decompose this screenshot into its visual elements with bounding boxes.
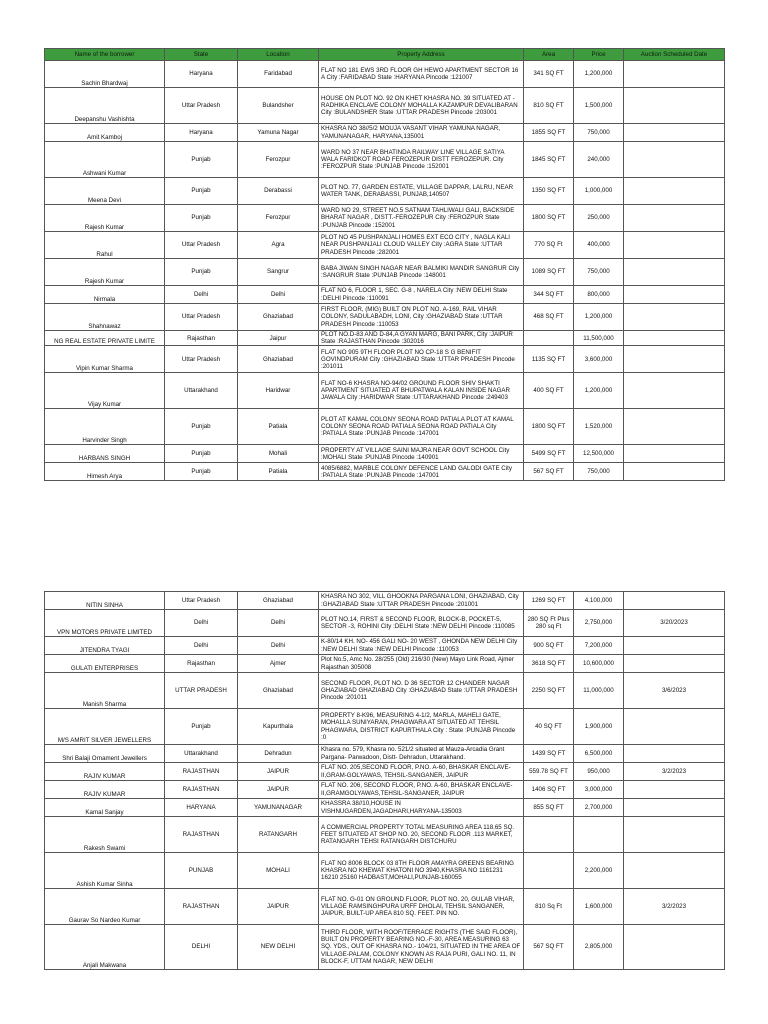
borrower-name-cell: NG REAL ESTATE PRIVATE LIMITE — [45, 331, 165, 346]
area-cell: 40 SQ FT — [524, 709, 574, 745]
state-cell: Punjab — [165, 259, 238, 286]
property-address-cell: PLOT NO.D-83 AND D-84,A GYAN MARG, BANI PARK, City :JAIPUR State :RAJASTHAN Pincode :302016 — [319, 331, 524, 346]
borrower-name-cell: Ashish Kumar Sinha — [45, 853, 165, 889]
state-cell: Uttar Pradesh — [165, 592, 238, 610]
table-row — [45, 592, 725, 610]
borrower-name-cell: Gaurav So Nardeo Kumar — [45, 889, 165, 925]
location-cell: Kapurthala — [238, 709, 319, 745]
area-cell: 344 SQ FT — [524, 286, 574, 304]
state-cell: UTTAR PRADESH — [165, 673, 238, 709]
state-cell: Punjab — [165, 463, 238, 481]
auction-table-secondary — [44, 591, 725, 970]
property-address-cell: WARD NO 37 NEAR BHATINDA RAILWAY LINE VILLAGE SATIYA WALA FARIDKOT ROAD FEROZEPUR DISTT FEROZEPUR. City :FEROZPUR State :PUNJAB Pincode :152001 — [319, 142, 524, 178]
price-cell: 950,000 — [574, 763, 624, 781]
auction-date-cell: 3/6/2023 — [624, 673, 725, 709]
auction-date-cell — [624, 709, 725, 745]
borrower-name-cell: Rahul — [45, 232, 165, 259]
area-cell: 468 SQ FT — [524, 304, 574, 331]
state-cell: Delhi — [165, 286, 238, 304]
table-row — [45, 373, 725, 409]
auction-date-cell — [624, 346, 725, 373]
property-address-cell: HOUSE ON PLOT NO. 92 ON KHET KHASRA NO. 39 SITUATED AT - RADHIKA ENCLAVE COLONY MOHALLA KAZAMPUR DEVALIBARAN City :BULANDSHER State :UTTAR PRADESH Pincode :203001 — [319, 88, 524, 124]
state-cell: Delhi — [165, 637, 238, 655]
table-row — [45, 304, 725, 331]
auction-date-cell — [624, 817, 725, 853]
area-cell: 280 SQ Ft Plus 280 sq Ft — [524, 610, 574, 637]
borrower-name-cell: JITENDRA TYAGI — [45, 637, 165, 655]
auction-date-cell — [624, 142, 725, 178]
borrower-name-cell: RAJIV KUMAR — [45, 763, 165, 781]
property-address-cell: FLAT NO 905 9TH FLOOR PLOT NO CP-18 S G BENIFIT GOVINDPURAM City :GHAZIABAD State :UTTAR PRADESH Pincode :201011 — [319, 346, 524, 373]
location-cell: Ferozpur — [238, 205, 319, 232]
borrower-name-cell: Rajesh Kumar — [45, 205, 165, 232]
state-cell: Uttar Pradesh — [165, 88, 238, 124]
area-cell: 1350 SQ FT — [524, 178, 574, 205]
auction-date-cell — [624, 88, 725, 124]
auction-date-cell: 3/20/2023 — [624, 610, 725, 637]
borrower-name-cell: Amit Kamboj — [45, 124, 165, 142]
area-cell: 5499 SQ FT — [524, 445, 574, 463]
auction-date-cell — [624, 745, 725, 763]
table-row — [45, 232, 725, 259]
area-cell: 770 SQ Ft — [524, 232, 574, 259]
table-row — [45, 88, 725, 124]
property-address-cell: BABA JIWAN SINGH NAGAR NEAR BALMIKI MANDIR SANGRUR City :SANGRUR State :PUNJAB Pincode :148001 — [319, 259, 524, 286]
auction-date-cell — [624, 124, 725, 142]
property-address-cell: KHASRA NO 38//5/2 MOUJA VASANT VIHAR YAMUNA NAGAR, YAMUNANAGAR, HARYANA,135001 — [319, 124, 524, 142]
price-cell: 7,200,000 — [574, 637, 624, 655]
table-row — [45, 817, 725, 853]
area-cell: 1089 SQ FT — [524, 259, 574, 286]
area-cell: 1800 SQ FT — [524, 205, 574, 232]
area-cell: 567 SQ FT — [524, 925, 574, 970]
table-row — [45, 409, 725, 445]
table-row — [45, 142, 725, 178]
area-cell: 1439 SQ FT — [524, 745, 574, 763]
price-cell: 11,000,000 — [574, 673, 624, 709]
auction-date-cell — [624, 445, 725, 463]
location-cell: YAMUNANAGAR — [238, 799, 319, 817]
auction-date-cell: 3/2/2023 — [624, 889, 725, 925]
header-auction-date: Auction Scheduled Date — [624, 49, 725, 61]
price-cell: 2,200,000 — [574, 853, 624, 889]
property-address-cell: FIRST FLOOR, (MIG) BUILT ON PLOT NO. A-169, RAIL VIHAR COLONY, SADULABADH, LONI, City :GHAZIABAD State :UTTAR PRADESH Pincode :110053 — [319, 304, 524, 331]
table-row — [45, 709, 725, 745]
area-cell: 3618 SQ FT — [524, 655, 574, 673]
borrower-name-cell: Harvinder Singh — [45, 409, 165, 445]
borrower-name-cell: HARBANS SINGH — [45, 445, 165, 463]
property-address-cell: Plot No.5, Amc No. 28/255 (Old) 216/30 (New) Mayo Link Road, Ajmer Rajasthan 305008 — [319, 655, 524, 673]
location-cell: Ferozpur — [238, 142, 319, 178]
state-cell: Uttarakhand — [165, 745, 238, 763]
price-cell: 1,200,000 — [574, 304, 624, 331]
borrower-name-cell: Himesh Arya — [45, 463, 165, 481]
state-cell: Punjab — [165, 709, 238, 745]
state-cell: Punjab — [165, 205, 238, 232]
auction-date-cell — [624, 799, 725, 817]
auction-date-cell — [624, 232, 725, 259]
location-cell: Mohali — [238, 445, 319, 463]
borrower-name-cell: Kamal Sanjay — [45, 799, 165, 817]
header-area: Area — [524, 49, 574, 61]
table-row — [45, 445, 725, 463]
price-cell: 1,000,000 — [574, 178, 624, 205]
location-cell: Dehradun — [238, 745, 319, 763]
price-cell: 3,600,000 — [574, 346, 624, 373]
borrower-name-cell: Rakesh Swami — [45, 817, 165, 853]
borrower-name-cell: Sachin Bhardwaj — [45, 61, 165, 88]
state-cell: Haryana — [165, 61, 238, 88]
property-address-cell: 4085/6882, MARBLE COLONY DEFENCE LAND GALODI GATE City :PATIALA State :PUNJAB Pincode :147001 — [319, 463, 524, 481]
auction-date-cell — [624, 925, 725, 970]
borrower-name-cell: Shahnawaz — [45, 304, 165, 331]
location-cell: Ghaziabad — [238, 592, 319, 610]
location-cell: Delhi — [238, 637, 319, 655]
location-cell: Haridwar — [238, 373, 319, 409]
property-address-cell: PLOT AT KAMAL COLONY SEONA ROAD PATIALA PLOT AT KAMAL COLONY SEONA ROAD PATIALA SEONA ROAD PATIALA City :PATIALA State :PUNJAB Pincode :147001 — [319, 409, 524, 445]
area-cell: 567 SQ FT — [524, 463, 574, 481]
table-row — [45, 178, 725, 205]
state-cell: Uttar Pradesh — [165, 232, 238, 259]
location-cell: JAIPUR — [238, 889, 319, 925]
auction-date-cell — [624, 853, 725, 889]
location-cell: Ghaziabad — [238, 346, 319, 373]
price-cell: 1,500,000 — [574, 88, 624, 124]
price-cell: 1,900,000 — [574, 709, 624, 745]
location-cell: RATANGARH — [238, 817, 319, 853]
property-address-cell: THIRD FLOOR, WITH ROOF/TERRACE RIGHTS (THE SAID FLOOR), BUILT ON PROPERTY BEARING NO.-F-30, AREA MEASURING 63 SQ. YDS., OUT OF KHASRA NO.- 104/21, SITUATED IN THE AREA OF VILLAGE-PALAM, COLONY KNOWN AS RAJA PURI, GALI NO. 11, IN BLOCK-F, UTTAM NAGAR, NEW DELHI — [319, 925, 524, 970]
price-cell: 1,600,000 — [574, 889, 624, 925]
price-cell: 2,805,000 — [574, 925, 624, 970]
area-cell: 1855 SQ FT — [524, 124, 574, 142]
property-address-cell: KHASRA NO 302, VILL GHOOKNA PARGANA LONI, GHAZIABAD, City :GHAZIABAD State :UTTAR PRADESH Pincode :201001 — [319, 592, 524, 610]
state-cell: RAJASTHAN — [165, 889, 238, 925]
location-cell: Sangrur — [238, 259, 319, 286]
area-cell: 1269 SQ FT — [524, 592, 574, 610]
table-row — [45, 637, 725, 655]
price-cell: 11,500,000 — [574, 331, 624, 346]
borrower-name-cell: Deepanshu Vashishta — [45, 88, 165, 124]
property-address-cell: KHASSRA 38//10,HOUSE IN VISHNUGARDEN,JAGADHARI,HARYANA-135003 — [319, 799, 524, 817]
state-cell: Delhi — [165, 610, 238, 637]
price-cell: 2,750,000 — [574, 610, 624, 637]
auction-date-cell — [624, 781, 725, 799]
table-row — [45, 124, 725, 142]
auction-date-cell — [624, 373, 725, 409]
location-cell: JAIPUR — [238, 781, 319, 799]
location-cell: Patiala — [238, 409, 319, 445]
price-cell: 4,100,000 — [574, 592, 624, 610]
table-row — [45, 799, 725, 817]
state-cell: Uttarakhand — [165, 373, 238, 409]
auction-date-cell: 3/2/2023 — [624, 763, 725, 781]
area-cell: 1845 SQ FT — [524, 142, 574, 178]
state-cell: DELHI — [165, 925, 238, 970]
price-cell: 12,500,000 — [574, 445, 624, 463]
auction-date-cell — [624, 286, 725, 304]
price-cell: 250,000 — [574, 205, 624, 232]
auction-table-primary — [44, 48, 725, 481]
table-row — [45, 853, 725, 889]
area-cell: 2250 SQ FT — [524, 673, 574, 709]
header-price: Price — [574, 49, 624, 61]
borrower-name-cell: Meena Devi — [45, 178, 165, 205]
header-property-address: Property Address — [319, 49, 524, 61]
property-address-cell: Khasra no. 579, Khasra no. 521/2 situated at Mauza-Arcadia Grant Pargana- Parwadoon, Distt- Dehradun, Uttarakhand. — [319, 745, 524, 763]
location-cell: Faridabad — [238, 61, 319, 88]
price-cell: 1,520,000 — [574, 409, 624, 445]
header-location: Location — [238, 49, 319, 61]
location-cell: Delhi — [238, 286, 319, 304]
table-row — [45, 463, 725, 481]
state-cell: Punjab — [165, 142, 238, 178]
borrower-name-cell: RAJIV KUMAR — [45, 781, 165, 799]
location-cell: MOHALI — [238, 853, 319, 889]
borrower-name-cell: Manish Sharma — [45, 673, 165, 709]
auction-date-cell — [624, 637, 725, 655]
state-cell: Punjab — [165, 445, 238, 463]
table-row — [45, 205, 725, 232]
table-row — [45, 331, 725, 346]
property-address-cell: FLAT NO. 206, SECOND FLOOR, P.NO. A-60, BHASKAR ENCLAVE-II,GRAMGOLYAWAS,TEHSIL-SANGANER, JAIPUR — [319, 781, 524, 799]
state-cell: Punjab — [165, 409, 238, 445]
state-cell: RAJASTHAN — [165, 781, 238, 799]
header-state: State — [165, 49, 238, 61]
borrower-name-cell: GULATI ENTERPRISES — [45, 655, 165, 673]
location-cell: Ghaziabad — [238, 673, 319, 709]
price-cell: 750,000 — [574, 124, 624, 142]
location-cell: Ajmer — [238, 655, 319, 673]
price-cell: 10,600,000 — [574, 655, 624, 673]
property-address-cell: FLAT NO 181 EWS 3RD FLOOR GH HEWO APARTMENT SECTOR 16 A City :FARIDABAD State :HARYANA Pincode :121007 — [319, 61, 524, 88]
borrower-name-cell: VPN MOTORS PRIVATE LIMITED — [45, 610, 165, 637]
state-cell: HARYANA — [165, 799, 238, 817]
location-cell: Bulandsher — [238, 88, 319, 124]
location-cell: Yamuna Nagar — [238, 124, 319, 142]
location-cell: NEW DELHI — [238, 925, 319, 970]
price-cell: 6,500,000 — [574, 745, 624, 763]
location-cell: Ghaziabad — [238, 304, 319, 331]
table-row — [45, 781, 725, 799]
price-cell: 1,200,000 — [574, 373, 624, 409]
auction-date-cell — [624, 259, 725, 286]
area-cell — [524, 331, 574, 346]
state-cell: Haryana — [165, 124, 238, 142]
borrower-name-cell: Anjali Makwana — [45, 925, 165, 970]
auction-date-cell — [624, 463, 725, 481]
area-cell — [524, 853, 574, 889]
borrower-name-cell: Nirmala — [45, 286, 165, 304]
borrower-name-cell: Shri Balaji Ornament Jewellers — [45, 745, 165, 763]
state-cell: RAJASTHAN — [165, 763, 238, 781]
property-address-cell: FLAT NO. 205,SECOND FLOOR, P.NO. A-60, BHASKAR ENCLAVE-II,GRAM-GOLYAWAS, TEHSIL-SANGANER, JAIPUR — [319, 763, 524, 781]
borrower-name-cell: NITIN SINHA — [45, 592, 165, 610]
location-cell: Jaipur — [238, 331, 319, 346]
location-cell: Patiala — [238, 463, 319, 481]
table-row — [45, 259, 725, 286]
table-row — [45, 346, 725, 373]
table-row — [45, 925, 725, 970]
property-address-cell: PLOT NO.14, FIRST & SECOND FLOOR, BLOCK-B, POCKET-5, SECTOR -3, ROHINI City :DELHI State :NEW DELHI Pincode :110085 — [319, 610, 524, 637]
state-cell: Rajasthan — [165, 655, 238, 673]
auction-date-cell — [624, 304, 725, 331]
location-cell: Agra — [238, 232, 319, 259]
price-cell: 2,700,000 — [574, 799, 624, 817]
borrower-name-cell: Vipin Kumar Sharma — [45, 346, 165, 373]
area-cell: 1406 SQ FT — [524, 781, 574, 799]
auction-date-cell — [624, 592, 725, 610]
property-address-cell: FLAT NO 6, FLOOR 1, SEC. G-8 , NARELA City :NEW DELHI State :DELHI Pincode :110091 — [319, 286, 524, 304]
borrower-name-cell: M/S AMRIT SILVER JEWELLERS — [45, 709, 165, 745]
property-address-cell: WARD NO 29, STREET NO.5 SATNAM TAHLIWALI GALI, BACKSIDE BHARAT NAGAR , DISTT.-FEROZEPUR City :FEROZPUR State :PUNJAB Pincode :152001 — [319, 205, 524, 232]
header-row — [45, 49, 725, 61]
table-row — [45, 655, 725, 673]
table-row — [45, 61, 725, 88]
price-cell: 1,200,000 — [574, 61, 624, 88]
price-cell: 800,000 — [574, 286, 624, 304]
area-cell: 855 SQ FT — [524, 799, 574, 817]
area-cell — [524, 817, 574, 853]
property-address-cell: PLOT NO. 77, GARDEN ESTATE, VILLAGE DAPPAR, LALRU, NEAR WATER TANK, DERABASSI, PUNJAB,140507 — [319, 178, 524, 205]
auction-date-cell — [624, 178, 725, 205]
area-cell: 341 SQ FT — [524, 61, 574, 88]
location-cell: Delhi — [238, 610, 319, 637]
property-address-cell: FLAT NO-6 KHASRA NO-94/02 GROUND FLOOR SHIV SHAKTI APARTMENT SITUATED AT BHUPATWALA KALAN INSIDE NAGAR JAWALA City :HARIDWAR State :UTTARAKHAND Pincode :249403 — [319, 373, 524, 409]
location-cell: Derabassi — [238, 178, 319, 205]
area-cell: 900 SQ FT — [524, 637, 574, 655]
state-cell: Uttar Pradesh — [165, 346, 238, 373]
property-address-cell: PLOT NO 45 PUSHPANJALI HOMES EXT ECO CITY , NAGLA KALI NEAR PUSHPANJALI CLOUD VALLEY City :AGRA State :UTTAR PRADESH Pincode :282001 — [319, 232, 524, 259]
borrower-name-cell: Rajesh Kumar — [45, 259, 165, 286]
table-row — [45, 745, 725, 763]
state-cell: Uttar Pradesh — [165, 304, 238, 331]
table-row — [45, 763, 725, 781]
table-row — [45, 610, 725, 637]
area-cell: 1135 SQ FT — [524, 346, 574, 373]
state-cell: Rajasthan — [165, 331, 238, 346]
header-borrower: Name of the borrower — [45, 49, 165, 61]
property-address-cell: PROPERTY AT VILLAGE SAINI MAJRA NEAR GOVT SCHOOL City :MOHALI State :PUNJAB Pincode :140901 — [319, 445, 524, 463]
price-cell: 750,000 — [574, 463, 624, 481]
area-cell: 810 SQ FT — [524, 88, 574, 124]
state-cell: PUNJAB — [165, 853, 238, 889]
property-address-cell: K-80/14 KH. NO- 456 GALI NO- 20 WEST , GHONDA NEW DELHI City :NEW DELHI State :NEW DELHI Pincode :110053 — [319, 637, 524, 655]
table-row — [45, 673, 725, 709]
auction-date-cell — [624, 205, 725, 232]
property-address-cell: A COMMERCIAL PROPERTY TOTAL MEASURING AREA 118.65 SQ. FEET SITUATED AT SHOP NO. 20, SECOND FLOOR .113 MARKET, RATANGARH TEHSI RATANGARH DISTCHURU — [319, 817, 524, 853]
area-cell: 400 SQ FT — [524, 373, 574, 409]
auction-date-cell — [624, 61, 725, 88]
area-cell: 559.78 SQ FT — [524, 763, 574, 781]
price-cell: 240,000 — [574, 142, 624, 178]
table-row — [45, 889, 725, 925]
price-cell: 3,000,000 — [574, 781, 624, 799]
area-cell: 810 Sq Ft — [524, 889, 574, 925]
state-cell: Punjab — [165, 178, 238, 205]
location-cell: JAIPUR — [238, 763, 319, 781]
state-cell: RAJASTHAN — [165, 817, 238, 853]
area-cell: 1800 SQ FT — [524, 409, 574, 445]
property-address-cell: SECOND FLOOR, PLOT NO. D 36 SECTOR 12 CHANDER NAGAR GHAZIABAD GHAZIABAD City :GHAZIABAD State :UTTAR PRADESH Pincode :201011 — [319, 673, 524, 709]
auction-date-cell — [624, 655, 725, 673]
borrower-name-cell: Ashwani Kumar — [45, 142, 165, 178]
property-address-cell: FLAT NO. G-01 ON GROUND FLOOR, PLOT NO. 20, GULAB VIHAR, VILLAGE RAMSINGHPURA URFF DHOLAI, TEHSIL SANGANER, JAIPUR, BUILT-UP AREA 810 SQ. FEET. PIN NO. — [319, 889, 524, 925]
price-cell: 400,000 — [574, 232, 624, 259]
auction-date-cell — [624, 409, 725, 445]
auction-date-cell — [624, 331, 725, 346]
borrower-name-cell: Vijay Kumar — [45, 373, 165, 409]
price-cell — [574, 817, 624, 853]
property-address-cell: PROPERTY 8-K96, MEASURING 4-1/2, MARLA, MAHELI GATE, MOHALLA SUNIYARAN, PHAGWARA AT SITUATED AT TEHSIL PHAGWARA, DISTRICT KAPURTHALA City : State :PUNJAB Pincode :0 — [319, 709, 524, 745]
table-row — [45, 286, 725, 304]
property-address-cell: FLAT NO 8006 BLOCK 03 8TH FLOOR AMAYRA GREENS BEARING KHASRA NO KHEWAT KHATONI NO 3940,KHASRA NO 1161231 16210 25160 HADBAST,MOHALI,PUNJAB-160055 — [319, 853, 524, 889]
price-cell: 750,000 — [574, 259, 624, 286]
